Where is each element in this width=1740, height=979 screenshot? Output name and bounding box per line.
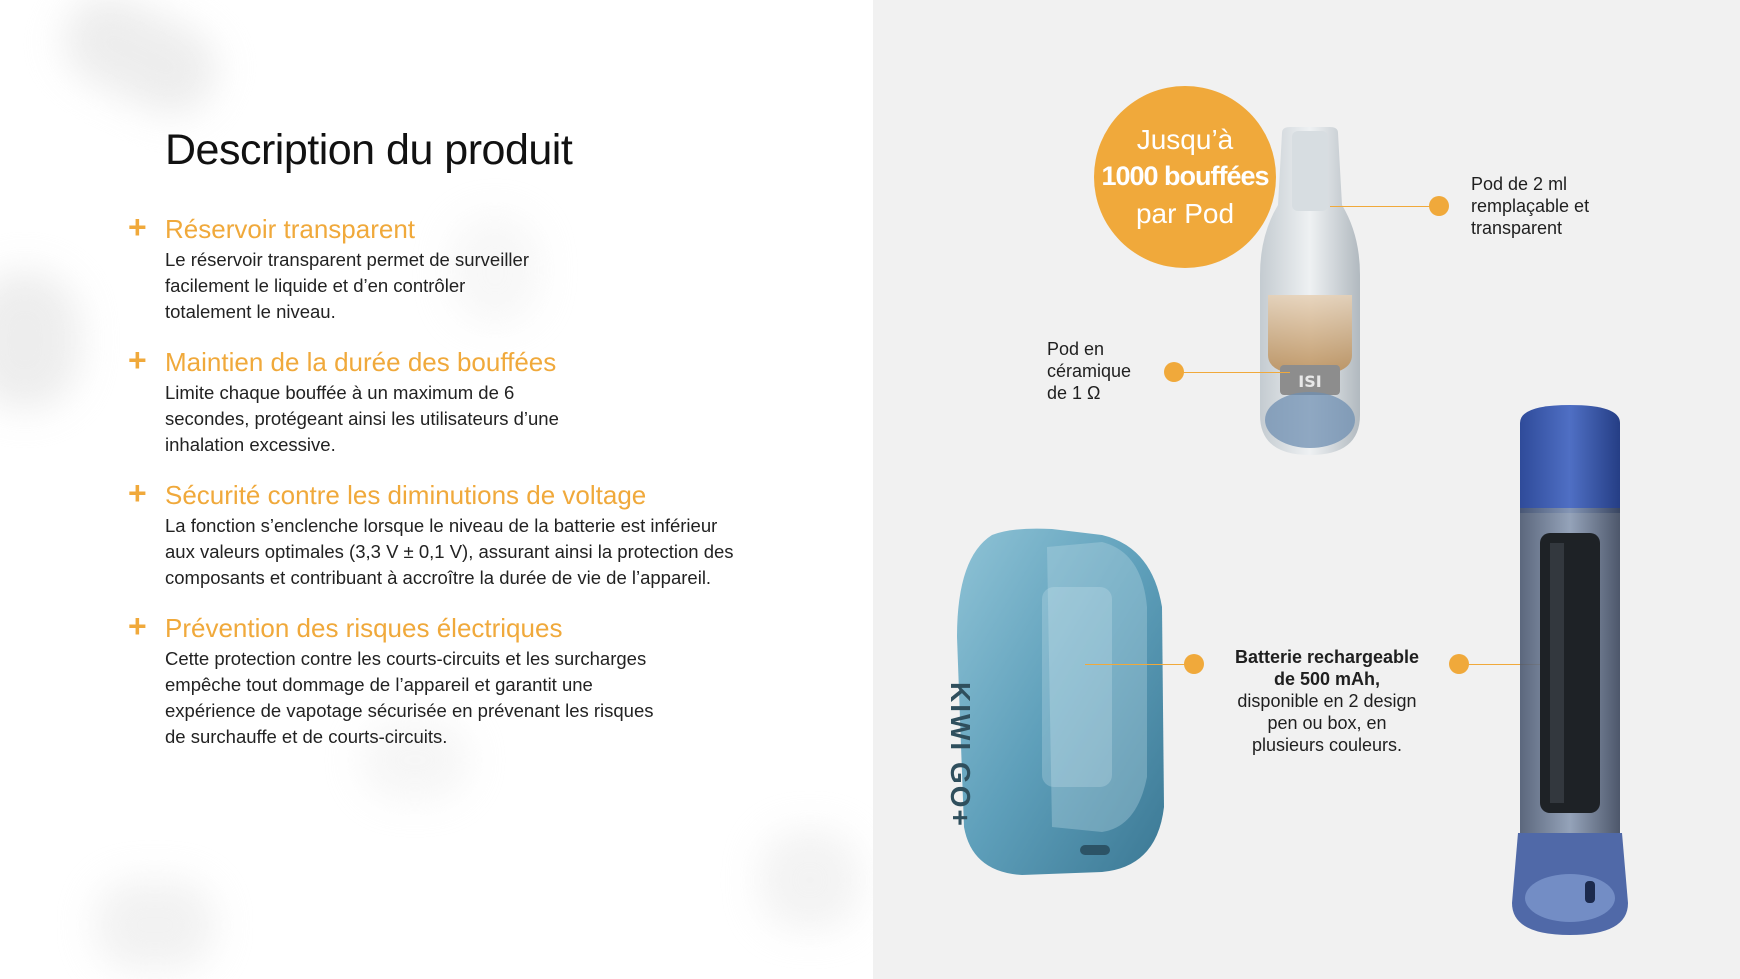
ceramic-callout-text [1047, 338, 1131, 404]
callout-line: plusieurs couleurs. [1251, 735, 1403, 755]
battery-callout-dot-left [1184, 654, 1204, 674]
feature-puff-duration [128, 342, 768, 458]
feature-body: La fonction s’enclenche lorsque le niveau de la batterie est inférieur aux valeurs optimales (3,3 V ± 0,1 V), assurant ainsi la protection des composants et contribuant à accroître la durée de vie de l’appareil. [165, 515, 734, 588]
callout-line: disponible en 2 design [1237, 691, 1417, 711]
feature-body: Le réservoir transparent permet de surveiller facilement le liquide et d’en contrôler totalement le niveau. [165, 249, 529, 322]
battery-callout-line-left [1085, 664, 1195, 665]
callout-line: de 1 Ω [1047, 383, 1101, 403]
feature-transparent-tank [128, 209, 768, 325]
feature-body: Cette protection contre les courts-circuits et les surcharges empêche tout dommage de l’appareil et garantit une expérience de vapotage sécurisée en prévenant les risques de surchauffe et de courts-circuits. [165, 648, 654, 747]
feature-heading: Sécurité contre les diminutions de voltage [165, 480, 647, 510]
feature-heading: Réservoir transparent [165, 214, 415, 244]
pod-callout-text [1471, 173, 1589, 239]
pen-device-image [1510, 403, 1645, 938]
callout-line: céramique [1047, 361, 1132, 381]
callout-line: remplaçable et [1471, 196, 1590, 216]
background-blob [95, 880, 215, 970]
background-blob [48, 0, 231, 130]
callout-line: Pod en [1047, 339, 1105, 359]
feature-heading: Prévention des risques électriques [165, 613, 563, 643]
feature-body: Limite chaque bouffée à un maximum de 6 secondes, protégeant ainsi les utilisateurs d’une inhalation excessive. [165, 382, 559, 455]
feature-electrical-protection [128, 608, 768, 750]
callout-line: Pod de 2 ml [1471, 174, 1568, 194]
callout-line: transparent [1471, 218, 1563, 238]
box-brand-label: KIWI GO+ [945, 682, 976, 828]
plus-icon: + [128, 608, 147, 644]
badge-line: par Pod [1135, 198, 1235, 229]
plus-icon: + [128, 475, 147, 511]
callout-line: pen ou box, en [1267, 713, 1387, 733]
svg-text:ISI: ISI [1298, 372, 1322, 391]
pod-callout-line [1330, 206, 1438, 207]
battery-callout-text [1212, 646, 1442, 756]
puff-count-badge [1094, 86, 1276, 268]
background-blob [0, 270, 80, 410]
page-title: Description du produit [165, 126, 573, 174]
plus-icon: + [128, 209, 147, 245]
badge-line: Jusqu’à [1136, 124, 1234, 155]
background-blob [760, 830, 860, 930]
feature-heading: Maintien de la durée des bouffées [165, 347, 557, 377]
callout-line-bold: Batterie rechargeable [1234, 647, 1420, 667]
badge-line-highlight: 1000 bouffées [1101, 161, 1269, 191]
pod-callout-dot [1429, 196, 1449, 216]
callout-line-bold: de 500 mAh, [1273, 669, 1381, 689]
feature-voltage-safety [128, 475, 768, 591]
plus-icon: + [128, 342, 147, 378]
box-device-image [952, 527, 1170, 877]
ceramic-callout-line [1180, 372, 1290, 373]
